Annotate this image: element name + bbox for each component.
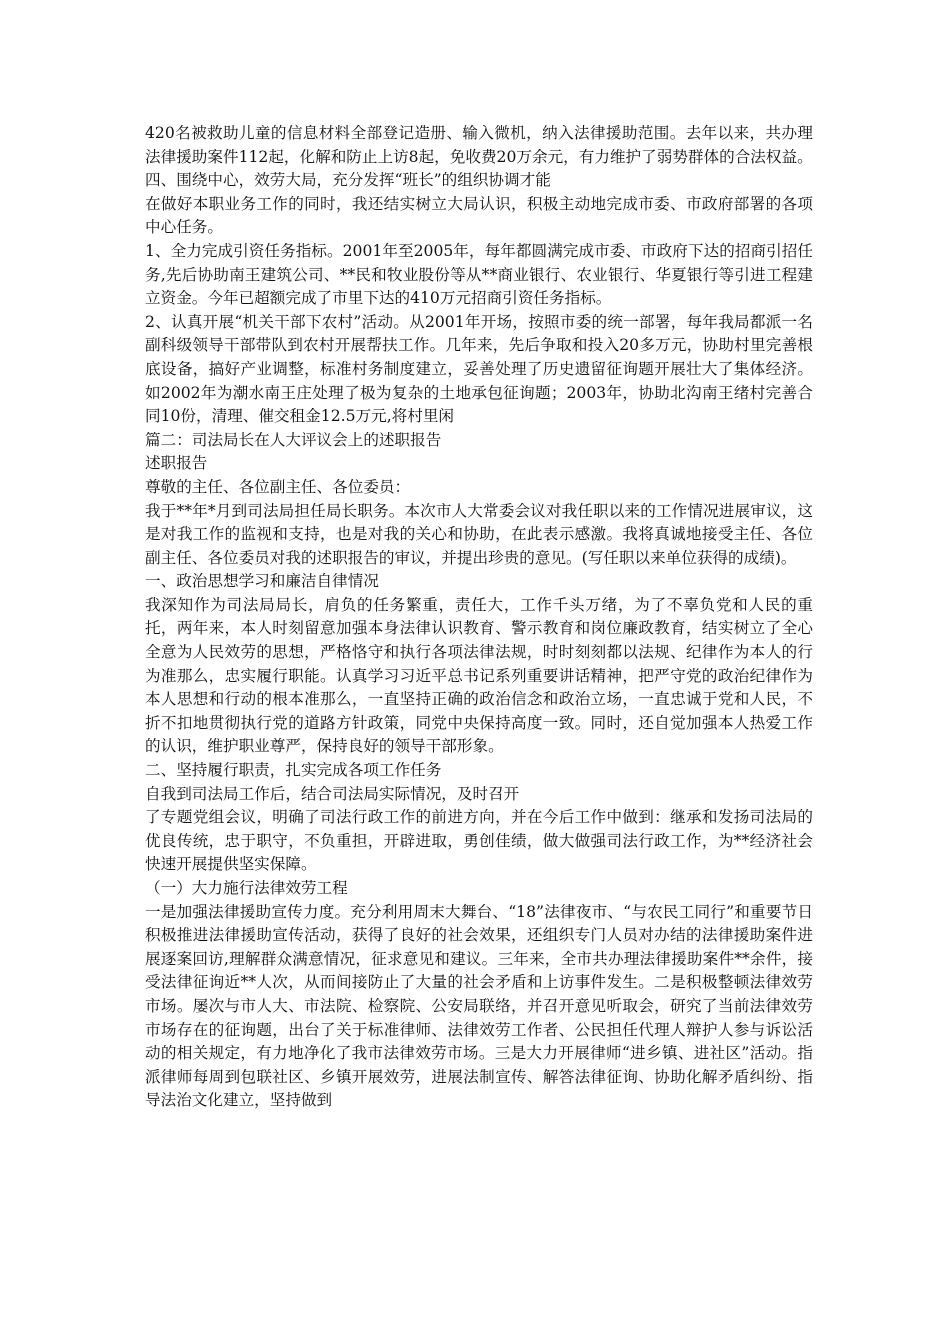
salutation: 尊敬的主任、各位副主任、各位委员： [145,477,411,496]
chapter-title: 篇二：司法局长在人大评议会上的述职报告 [145,430,442,449]
paragraph-1: 420名被救助儿童的信息材料全部登记造册、输入微机，纳入法律援助范围。去年以来，共办理法律援助案件112起，化解和防止上访8起，免收费20万余元，有力维护了弱势群体的合法权益。 [145,124,813,166]
subsection-heading-1: （一）大力施行法律效劳工程 [145,879,348,897]
document-body [145,122,813,1113]
section-heading-4: 四、围绕中心，效劳大局，充分发挥“班长”的组织协调才能 [145,171,551,190]
section-heading-1: 一、政治思想学习和廉洁自律情况 [145,572,379,591]
paragraph-7: 自我到司法局工作后，结合司法局实际情况，及时召开 [145,784,520,803]
report-title: 述职报告 [145,454,208,473]
paragraph-9: 一是加强法律援助宣传力度。充分利用周末大舞台、“18”法律夜市、“与农民工同行”和重要节日积极推进法律援助宣传活动，获得了良好的社会效果，还组织专门人员对办结的法律援助案件进展逐案回访,理解群众满意情况，征求意见和建议。三年来，全市共办理法律援助案件**余件，接受法律征询近**人次，从而间接防止了大量的社会矛盾和上访事件发生。二是积极整顿法律效劳市场。屡次与市人大、市法院、检察院、公安局联络，并召开意见听取会，研究了当前法律效劳市场存在的征询题，出台了关于标准律师、法律效劳工作者、公民担任代理人辩护人参与诉讼活动的相关规定，有力地净化了我市法律效劳市场。三是大力开展律师“进乡镇、进社区”活动。指派律师每周到包联社区、乡镇开展效劳，进展法制宣传、解答法律征询、协助化解矛盾纠纷、指导法治文化建立，坚持做到 [145,902,813,1110]
section-heading-2: 二、坚持履行职责，扎实完成各项工作任务 [145,761,442,780]
paragraph-2: 在做好本职业务工作的同时，我还结实树立大局认识，积极主动地完成市委、市政府部署的各项中心任务。 [145,194,813,237]
paragraph-6: 我深知作为司法局局长，肩负的任务繁重，责任大，工作千头万绪，为了不辜负党和人民的重托，两年来，本人时刻留意加强本身法律认识教育、警示教育和岗位廉政教育，结实树立了全心全意为人民效劳的思想，严格恪守和执行各项法律法规，时时刻刻都以法规、纪律作为本人的行为准那么，忠实履行职能。认真学习习近平总书记系列重要讲话精神，把严守党的政治纪律作为本人思想和行动的根本准那么，一直坚持正确的政治信念和政治立场，一直忠诚于党和人民，不折不扣地贯彻执行党的道路方针政策，同党中央保持高度一致。同时，还自觉加强本人热爱工作的认识，维护职业尊严，保持良好的领导干部形象。 [145,595,813,756]
paragraph-4: 2、认真开展“机关干部下农村”活动。从2001年开场，按照市委的统一部署，每年我局都派一名副科级领导干部带队到农村开展帮扶工作。几年来，先后争取和投入20多万元，协助村里完善根底设备，搞好产业调整，标准村务制度建立，妥善处理了历史遗留征询题开展壮大了集体经济。如2002年为潮水南王庄处理了极为复杂的土地承包征询题；2003年，协助北沟南王绪村完善合同10份，清理、催交租金12.5万元,将村里闲 [145,312,813,426]
paragraph-3: 1、全力完成引资任务指标。2001年至2005年，每年都圆满完成市委、市政府下达的招商引招任务,先后协助南王建筑公司、**民和牧业股份等从**商业银行、农业银行、华夏银行等引进工程建立资金。今年已超额完成了市里下达的410万元招商引资任务指标。 [145,241,813,308]
paragraph-8: 了专题党组会议，明确了司法行政工作的前进方向，并在今后工作中做到：继承和发扬司法局的优良传统，忠于职守，不负重担，开辟进取，勇创佳绩，做大做强司法行政工作，为**经济社会快速开展提供坚实保障。 [145,808,813,874]
paragraph-5: 我于**年*月到司法局担任局长职务。本次市人大常委会议对我任职以来的工作情况进展审议，这是对我工作的监视和支持，也是对我的关心和协助，在此表示感激。我将真诚地接受主任、各位副主任、各位委员对我的述职报告的审议，并提出珍贵的意见。(写任职以来单位获得的成绩)。 [145,501,813,567]
